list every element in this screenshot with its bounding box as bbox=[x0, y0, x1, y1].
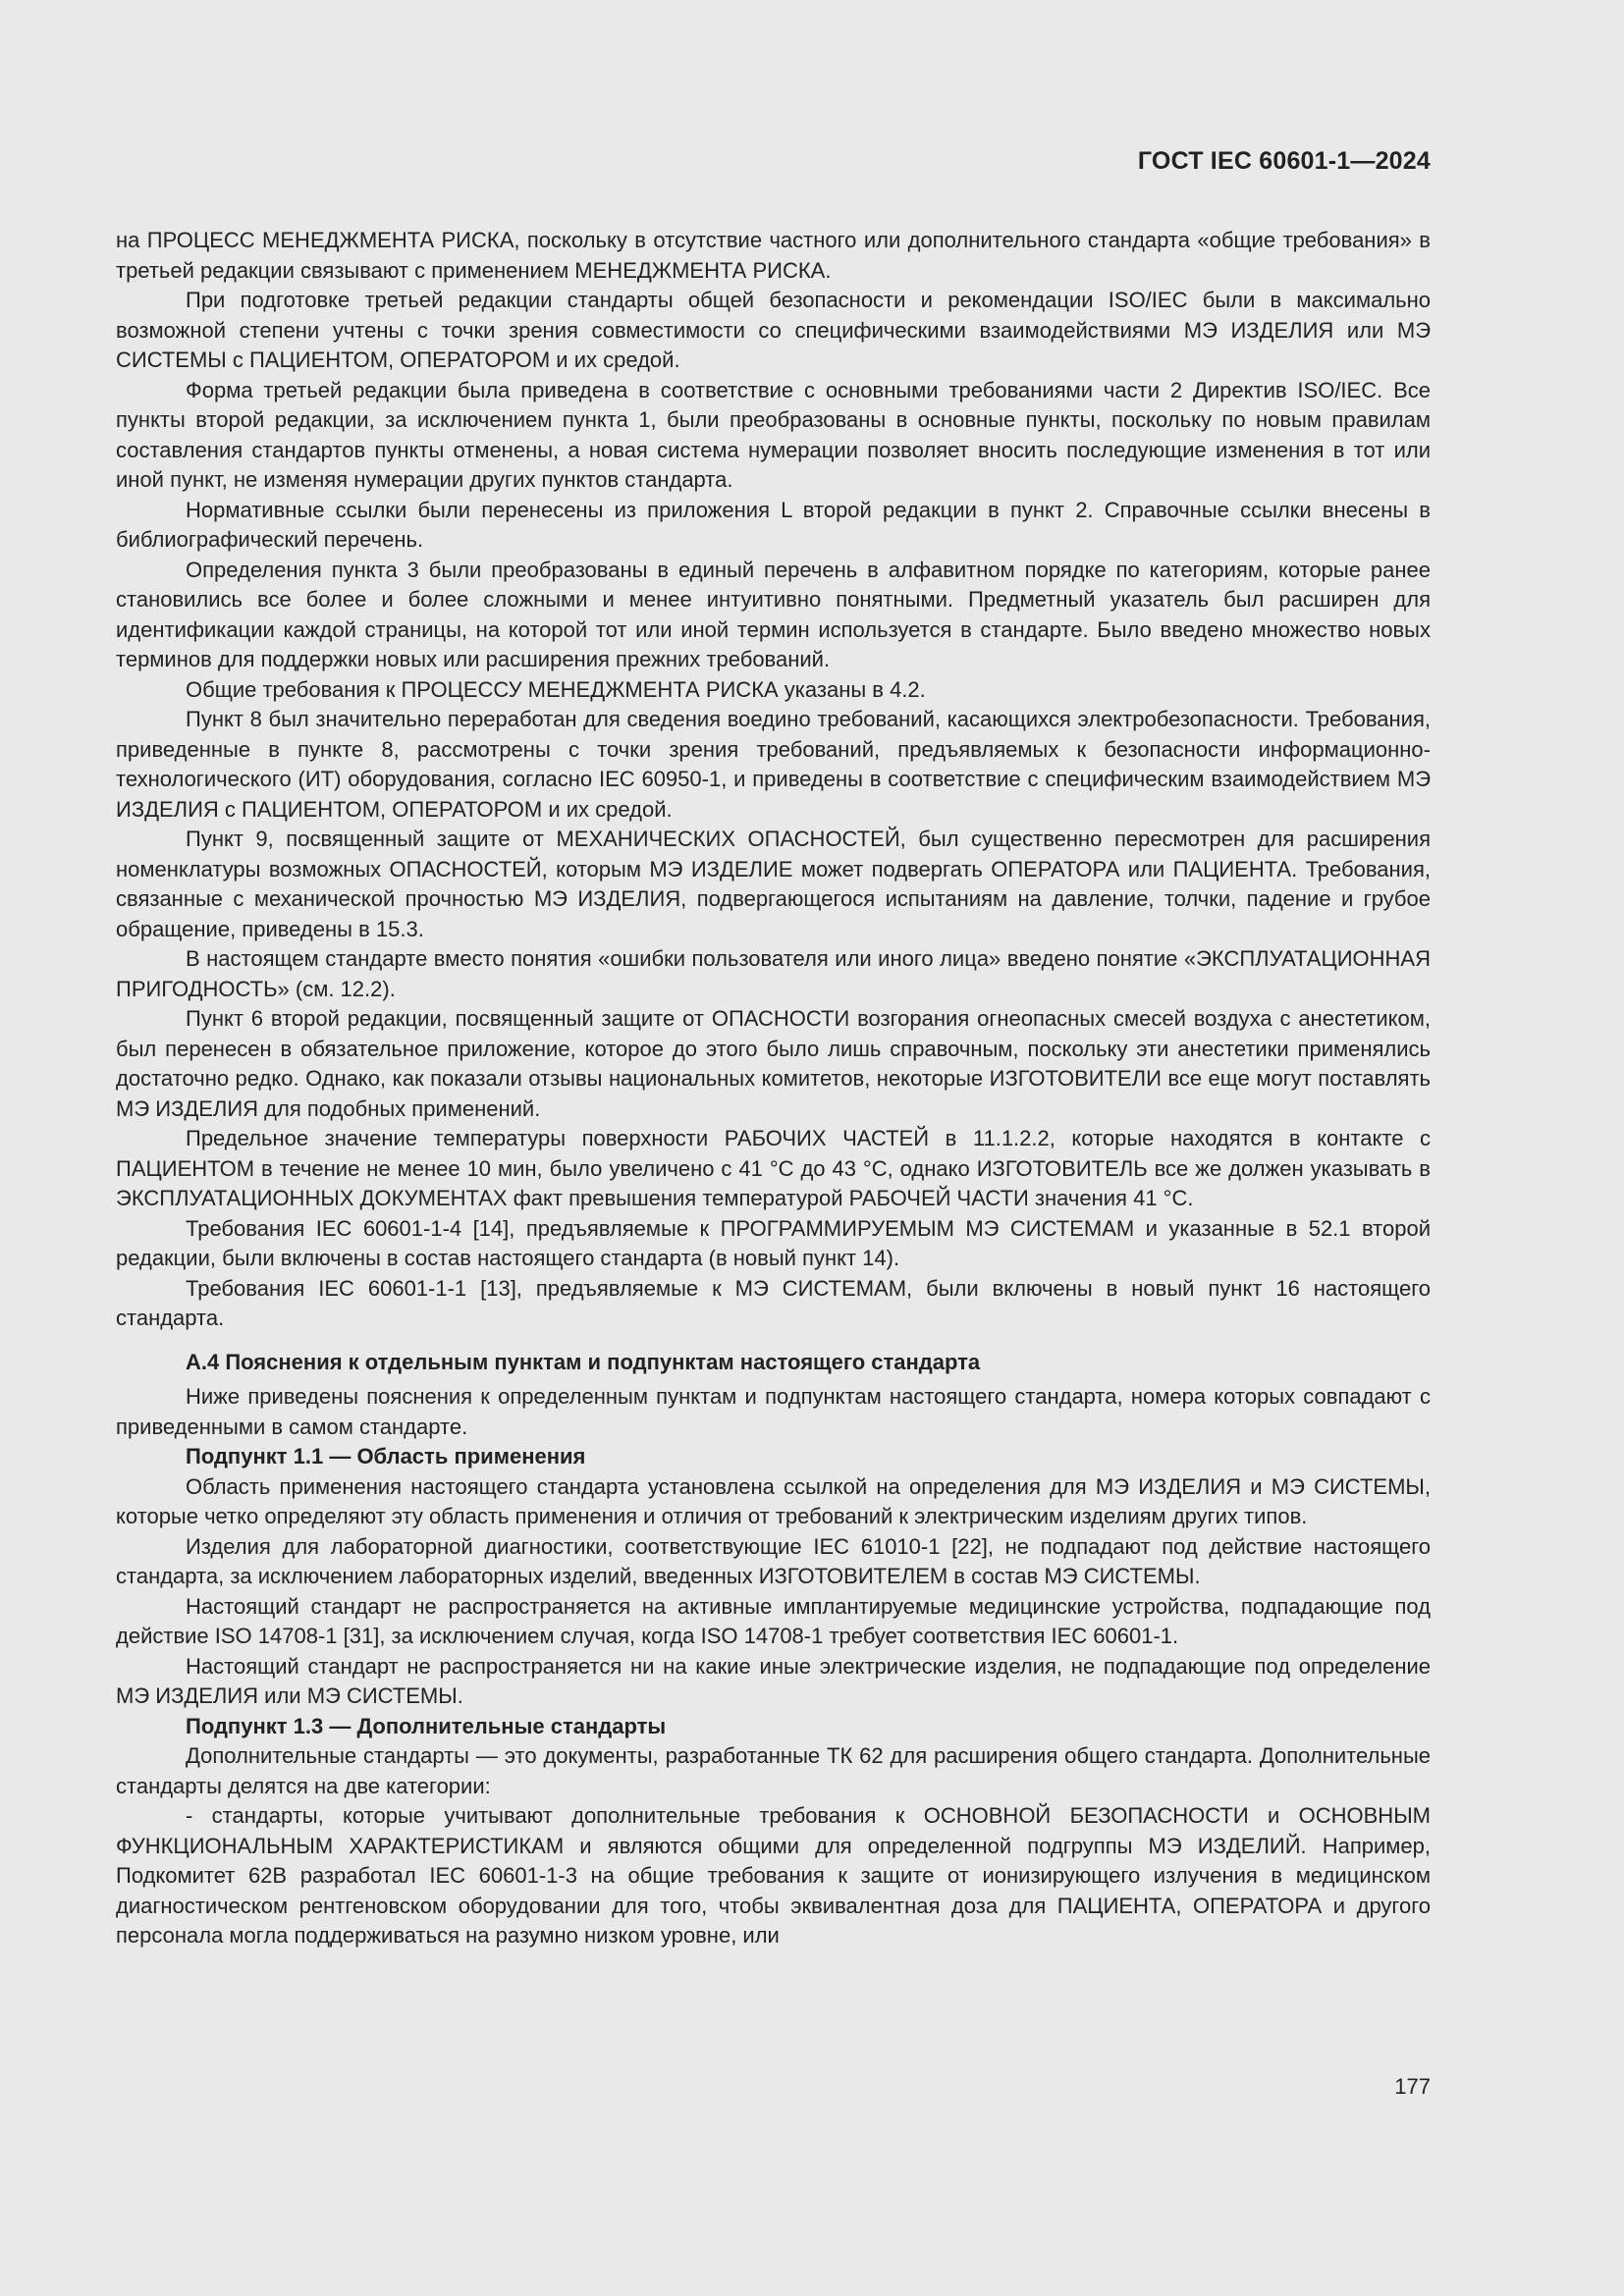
paragraph: Пункт 6 второй редакции, посвященный защите от ОПАСНОСТИ возгорания огнеопасных смесей воздуха с анестетиком, был перенесен в обязательное приложение, которое до этого было лишь справочным, поскольку эти анестетики применялись достаточно редко. Однако, как показали отзывы национальных комитетов, некоторые ИЗГОТОВИТЕЛИ все еще могут поставлять МЭ ИЗДЕЛИЯ для подобных применений. bbox=[116, 1006, 1431, 1121]
paragraph: Пункт 9, посвященный защите от МЕХАНИЧЕСКИХ ОПАСНОСТЕЙ, был существенно пересмотрен для расширения номенклатуры возможных ОПАСНОСТЕЙ, которым МЭ ИЗДЕЛИЕ может подвергать ОПЕРАТОРА или ПАЦИЕНТА. Требования, связанные с механической прочностью МЭ ИЗДЕЛИЯ, подвергающегося испытаниям на давление, толчки, падение и грубое обращение, приведены в 15.3. bbox=[116, 827, 1431, 941]
subclause-heading: Подпункт 1.1 — Область применения bbox=[186, 1444, 586, 1468]
page-header-standard-id: ГОСТ IEC 60601-1—2024 bbox=[1137, 147, 1431, 175]
paragraph: Настоящий стандарт не распространяется на активные имплантируемые медицинские устройства, подпадающие под действие ISO 14708-1 [31], за исключением случая, когда ISO 14708-1 требует соответствия IEC 60601-1. bbox=[116, 1593, 1431, 1648]
paragraph: Пункт 8 был значительно переработан для сведения воедино требований, касающихся электробезопасности. Требования, приведенные в пункте 8, рассмотрены с точки зрения требований, предъявляемых к безопасности информационно-технологического (ИТ) оборудования, согласно IEC 60950-1, и приведены в соответствие с специфическим взаимодействием МЭ ИЗДЕЛИЯ с ПАЦИЕНТОМ, ОПЕРАТОРОМ и их средой. bbox=[116, 707, 1431, 822]
paragraph: Предельное значение температуры поверхности РАБОЧИХ ЧАСТЕЙ в 11.1.2.2, которые находятся в контакте с ПАЦИЕНТОМ в течение не менее 10 мин, было увеличено с 41 °С до 43 °С, однако ИЗГОТОВИТЕЛЬ все же должен указывать в ЭКСПЛУАТАЦИОННЫХ ДОКУМЕНТАХ факт превышения температурой РАБОЧЕЙ ЧАСТИ значения 41 °С. bbox=[116, 1126, 1431, 1210]
paragraph: Требования IEC 60601-1-4 [14], предъявляемые к ПРОГРАММИРУЕМЫМ МЭ СИСТЕМАМ и указанные в 52.1 второй редакции, были включены в состав настоящего стандарта (в новый пункт 14). bbox=[116, 1215, 1431, 1270]
paragraph: Настоящий стандарт не распространяется ни на какие иные электрические изделия, не подпадающие под определение МЭ ИЗДЕЛИЯ или МЭ СИСТЕМЫ. bbox=[116, 1653, 1431, 1708]
subclause-heading: Подпункт 1.3 — Дополнительные стандарты bbox=[186, 1713, 667, 1738]
paragraph: Изделия для лабораторной диагностики, соответствующие IEC 61010-1 [22], не подпадают под действие настоящего стандарта, за исключением лабораторных изделий, введенных ИЗГОТОВИТЕЛЕМ в состав МЭ СИСТЕМЫ. bbox=[116, 1533, 1431, 1588]
section-heading: А.4 Пояснения к отдельным пунктам и подпунктам настоящего стандарта bbox=[186, 1349, 981, 1374]
paragraph: Форма третьей редакции была приведена в соответствие с основными требованиями части 2 Директив ISO/IEC. Все пункты второй редакции, за исключением пункта 1, были преобразованы в основные пункты, поскольку по новым правилам составления стандартов пункты отменены, а новая система нумерации позволяет вносить последующие изменения в тот или иной пункт, не изменяя нумерации других пунктов стандарта. bbox=[116, 377, 1431, 492]
page-number: 177 bbox=[1394, 2074, 1431, 2099]
paragraph: Требования IEC 60601-1-1 [13], предъявляемые к МЭ СИСТЕМАМ, были включены в новый пункт 16 настоящего стандарта. bbox=[116, 1275, 1431, 1330]
paragraph: на ПРОЦЕСС МЕНЕДЖМЕНТА РИСКА, поскольку в отсутствие частного или дополнительного стандарта «общие требования» в третьей редакции связывают с применением МЕНЕДЖМЕНТА РИСКА. bbox=[116, 228, 1431, 283]
paragraph: В настоящем стандарте вместо понятия «ошибки пользователя или иного лица» введено понятие «ЭКСПЛУАТАЦИОННАЯ ПРИГОДНОСТЬ» (см. 12.2). bbox=[116, 946, 1431, 1001]
paragraph: Область применения настоящего стандарта установлена ссылкой на определения для МЭ ИЗДЕЛИЯ и МЭ СИСТЕМЫ, которые четко определяют эту область применения и отличия от требований к электрическим изделиям других типов. bbox=[116, 1473, 1431, 1528]
paragraph: Общие требования к ПРОЦЕССУ МЕНЕДЖМЕНТА РИСКА указаны в 4.2. bbox=[186, 676, 926, 702]
paragraph: При подготовке третьей редакции стандарты общей безопасности и рекомендации ISO/IEC были в максимально возможной степени учтены с точки зрения совместимости со специфическими взаимодействиями МЭ ИЗДЕЛИЯ или МЭ СИСТЕМЫ с ПАЦИЕНТОМ, ОПЕРАТОРОМ и их средой. bbox=[116, 288, 1431, 372]
paragraph: Нормативные ссылки были перенесены из приложения L второй редакции в пункт 2. Справочные ссылки внесены в библиографический перечень. bbox=[116, 497, 1431, 552]
paragraph: Дополнительные стандарты — это документы, разработанные ТК 62 для расширения общего стандарта. Дополнительные стандарты делятся на две категории: bbox=[116, 1743, 1431, 1798]
paragraph: Ниже приведены пояснения к определенным пунктам и подпунктам настоящего стандарта, номера которых совпадают с приведенными в самом стандарте. bbox=[116, 1384, 1431, 1439]
paragraph: Определения пункта 3 были преобразованы в единый перечень в алфавитном порядке по категориям, которые ранее становились все более и более сложными и менее интуитивно понятными. Предметный указатель был расширен для идентификации каждой страницы, на которой тот или иной термин используется в стандарте. Было введено множество новых терминов для поддержки новых или расширения прежних требований. bbox=[116, 557, 1431, 671]
body-text bbox=[116, 226, 1431, 1951]
list-item: - стандарты, которые учитывают дополнительные требования к ОСНОВНОЙ БЕЗОПАСНОСТИ и ОСНОВНЫМ ФУНКЦИОНАЛЬНЫМ ХАРАКТЕРИСТИКАМ и являются общими для определенной подгруппы МЭ ИЗДЕЛИЙ. Например, Подкомитет 62В разработал IEC 60601-1-3 на общие требования к защите от ионизирующего излучения в медицинском диагностическом рентгеновском оборудовании для того, чтобы эквивалентная доза для ПАЦИЕНТА, ОПЕРАТОРА и другого персонала могла поддерживаться на разумно низком уровне, или bbox=[116, 1803, 1431, 1948]
